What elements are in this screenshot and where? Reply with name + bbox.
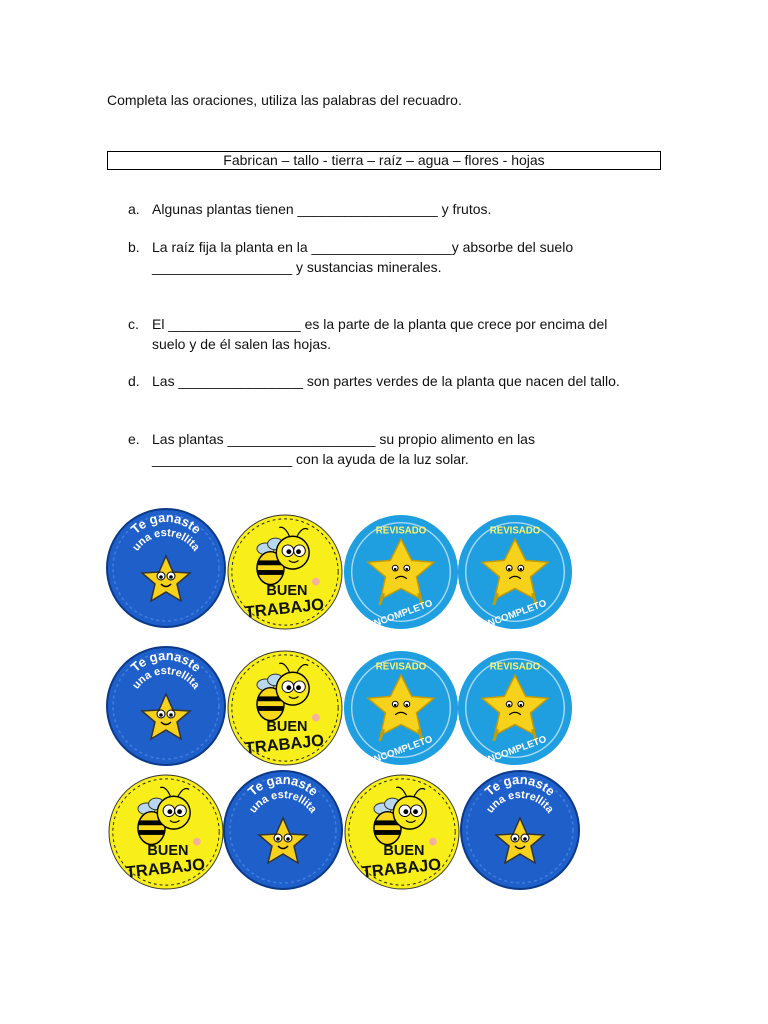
sticker-text: Te ganaste bbox=[481, 771, 559, 799]
sticker-text: BUEN bbox=[383, 843, 425, 860]
question-letter: b. bbox=[128, 239, 140, 255]
bee-sticker-icon bbox=[227, 648, 343, 768]
sticker-text: INCOMPLETO bbox=[370, 597, 435, 631]
revisado-sticker-icon bbox=[457, 512, 573, 632]
sticker-text: INCOMPLETO bbox=[484, 597, 549, 631]
question-letter: a. bbox=[128, 201, 140, 217]
sticker-text: REVISADO bbox=[375, 661, 427, 673]
revisado-sticker-icon bbox=[343, 648, 459, 768]
sticker-te-ganaste bbox=[106, 644, 226, 768]
sticker-te-ganaste bbox=[460, 768, 580, 892]
sticker-text: TRABAJO bbox=[125, 855, 206, 882]
sticker-text: INCOMPLETO bbox=[484, 733, 549, 767]
sticker-buen-trabajo bbox=[108, 772, 224, 892]
sticker-text: TRABAJO bbox=[244, 595, 325, 622]
instruction-text: Completa las oraciones, utiliza las palabras del recuadro. bbox=[107, 92, 462, 108]
sticker-revisado bbox=[457, 648, 573, 768]
revisado-sticker-icon bbox=[343, 512, 459, 632]
sticker-te-ganaste bbox=[106, 506, 226, 630]
star-sticker-icon bbox=[223, 768, 343, 892]
sticker-buen-trabajo bbox=[227, 648, 343, 768]
star-sticker-icon bbox=[460, 768, 580, 892]
sticker-text: BUEN bbox=[147, 843, 189, 860]
star-sticker-icon bbox=[106, 506, 226, 630]
sticker-text: INCOMPLETO bbox=[370, 733, 435, 767]
sticker-buen-trabajo bbox=[344, 772, 460, 892]
star-sticker-icon bbox=[106, 644, 226, 768]
sticker-text: una estrellita bbox=[247, 788, 319, 816]
sticker-text: TRABAJO bbox=[244, 731, 325, 758]
question-letter: c. bbox=[128, 316, 139, 332]
sticker-text: Te ganaste bbox=[244, 771, 322, 799]
question-line: La raíz fija la planta en la __________________y absorbe del suelo bbox=[152, 239, 574, 255]
sticker-text: una estrellita bbox=[130, 526, 202, 554]
sticker-revisado bbox=[343, 512, 459, 632]
sticker-text: REVISADO bbox=[489, 661, 541, 673]
sticker-text: una estrellita bbox=[484, 788, 556, 816]
question-letter: e. bbox=[128, 431, 140, 447]
revisado-sticker-icon bbox=[457, 648, 573, 768]
sticker-text: BUEN bbox=[266, 583, 308, 600]
bee-sticker-icon bbox=[227, 512, 343, 632]
sticker-revisado bbox=[457, 512, 573, 632]
sticker-text: TRABAJO bbox=[361, 855, 442, 882]
word-bank-box: Fabrican – tallo - tierra – raíz – agua – flores - hojas bbox=[107, 151, 661, 170]
sticker-text: Te ganaste bbox=[127, 647, 205, 675]
question-line: suelo y de él salen las hojas. bbox=[152, 335, 331, 352]
question-line: El _________________ es la parte de la planta que crece por encima del bbox=[152, 316, 608, 332]
question-line: __________________ y sustancias minerales. bbox=[152, 258, 442, 275]
bee-sticker-icon bbox=[344, 772, 460, 892]
question-line: __________________ con la ayuda de la luz solar. bbox=[152, 450, 469, 467]
question-line: Algunas plantas tienen __________________ y frutos. bbox=[152, 201, 492, 217]
question-line: Las plantas ___________________ su propio alimento en las bbox=[152, 431, 535, 447]
sticker-text: una estrellita bbox=[130, 664, 202, 692]
sticker-buen-trabajo bbox=[227, 512, 343, 632]
sticker-revisado bbox=[343, 648, 459, 768]
question-letter: d. bbox=[128, 373, 140, 389]
bee-sticker-icon bbox=[108, 772, 224, 892]
sticker-text: Te ganaste bbox=[127, 509, 205, 537]
sticker-text: REVISADO bbox=[375, 525, 427, 537]
sticker-text: BUEN bbox=[266, 719, 308, 736]
sticker-text: REVISADO bbox=[489, 525, 541, 537]
question-line: Las ________________ son partes verdes de la planta que nacen del tallo. bbox=[152, 373, 620, 389]
sticker-te-ganaste bbox=[223, 768, 343, 892]
